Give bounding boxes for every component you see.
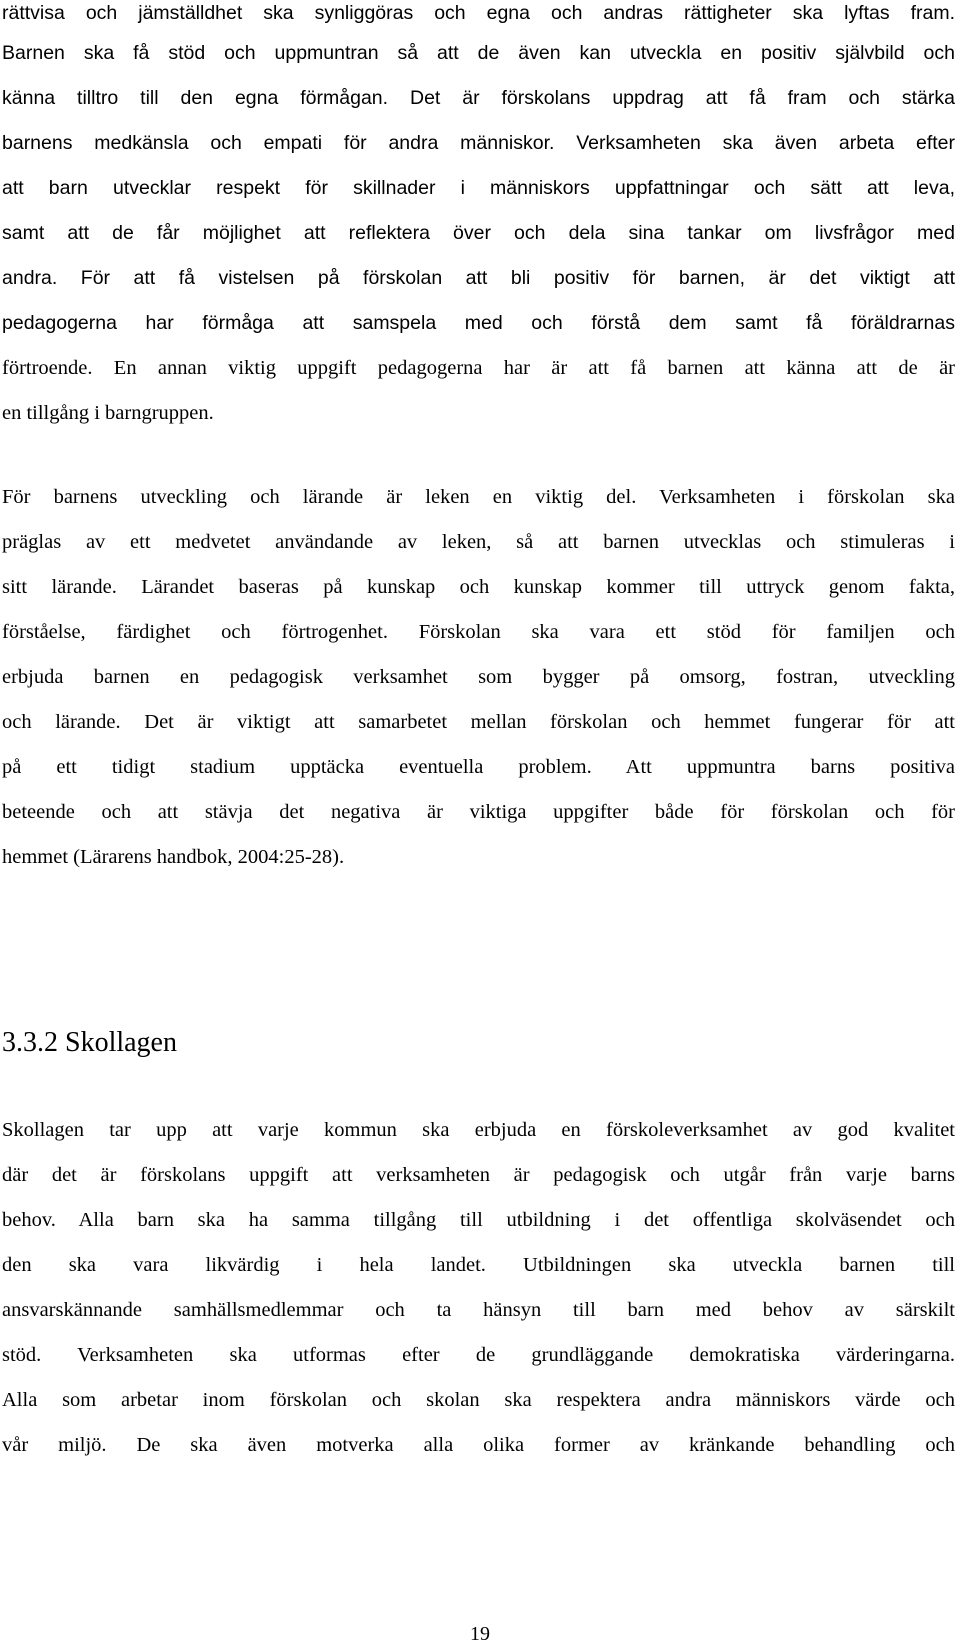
text-line: förtroende. En annan viktig uppgift pedagogerna har är att få barnen att känna att de är (2, 357, 955, 379)
text-line: Skollagen tar upp att varje kommun ska erbjuda en förskoleverksamhet av god kvalitet (2, 1119, 955, 1141)
text-line: behov. Alla barn ska ha samma tillgång till utbildning i det offentliga skolväsendet och (2, 1209, 955, 1231)
text-line: sitt lärande. Lärandet baseras på kunskap och kunskap kommer till uttryck genom fakta, (2, 576, 955, 598)
text-line: erbjuda barnen en pedagogisk verksamhet som bygger på omsorg, fostran, utveckling (2, 666, 955, 688)
text-line: känna tilltro till den egna förmågan. Det är förskolans uppdrag att få fram och stärka (2, 87, 955, 109)
text-line: och lärande. Det är viktigt att samarbetet mellan förskolan och hemmet fungerar för att (2, 711, 955, 733)
text-line: Barnen ska få stöd och uppmuntran så att de även kan utveckla en positiv självbild och (2, 42, 955, 64)
text-line: att barn utvecklar respekt för skillnader i människors uppfattningar och sätt att leva, (2, 177, 955, 199)
text-line: förståelse, färdighet och förtrogenhet. Förskolan ska vara ett stöd för familjen och (2, 621, 955, 643)
text-line: ansvarskännande samhällsmedlemmar och ta hänsyn till barn med behov av särskilt (2, 1299, 955, 1321)
text-line: den ska vara likvärdig i hela landet. Utbildningen ska utveckla barnen till (2, 1254, 955, 1276)
text-line: stöd. Verksamheten ska utformas efter de grundläggande demokratiska värderingarna. (2, 1344, 955, 1366)
text-line: där det är förskolans uppgift att verksamheten är pedagogisk och utgår från varje barns (2, 1164, 955, 1186)
section-heading: 3.3.2 Skollagen (2, 1027, 177, 1058)
text-line: pedagogerna har förmåga att samspela med och förstå dem samt få föräldrarnas (2, 312, 955, 334)
text-line: präglas av ett medvetet användande av leken, så att barnen utvecklas och stimuleras i (2, 531, 955, 553)
text-line: en tillgång i barngruppen. (2, 402, 214, 424)
text-line: andra. För att få vistelsen på förskolan att bli positiv för barnen, är det viktigt att (2, 267, 955, 289)
text-line: Alla som arbetar inom förskolan och skolan ska respektera andra människors värde och (2, 1389, 955, 1411)
text-line: beteende och att stävja det negativa är viktiga uppgifter både för förskolan och för (2, 801, 955, 823)
text-line: på ett tidigt stadium upptäcka eventuella problem. Att uppmuntra barns positiva (2, 756, 955, 778)
text-line: barnens medkänsla och empati för andra människor. Verksamheten ska även arbeta efter (2, 132, 955, 154)
text-line: samt att de får möjlighet att reflektera över och dela sina tankar om livsfrågor med (2, 222, 955, 244)
text-line: hemmet (Lärarens handbok, 2004:25-28). (2, 846, 345, 868)
page-number: 19 (470, 1623, 490, 1645)
text-line: rättvisa och jämställdhet ska synliggöras och egna och andras rättigheter ska lyftas fram. (2, 2, 955, 24)
text-line: vår miljö. De ska även motverka alla olika former av kränkande behandling och (2, 1434, 955, 1456)
text-line: För barnens utveckling och lärande är leken en viktig del. Verksamheten i förskolan ska (2, 486, 955, 508)
